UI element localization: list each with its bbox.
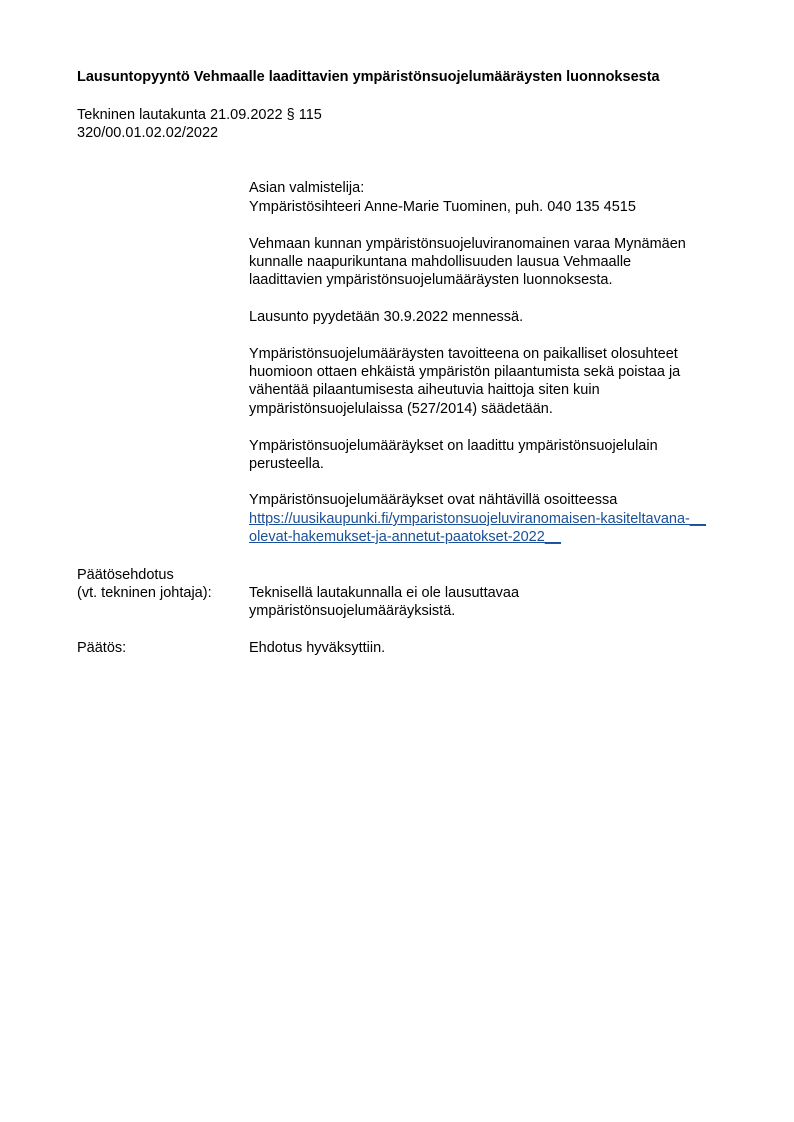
paragraph-4-line-2: perusteella. [249, 456, 324, 472]
preparer-name: Ympäristösihteeri Anne-Marie Tuominen, puh. 040 135 4515 [249, 199, 636, 215]
paragraph-1-line-2: kunnalle naapurikuntana mahdollisuuden lausua Vehmaalle [249, 254, 632, 270]
document-link-part-1[interactable]: https://uusikaupunki.fi/ymparistonsuojeluviranomaisen-kasiteltavana-__ [249, 511, 706, 527]
paragraph-3-line-3: vähentää pilaantumisesta aiheutuvia haittoja siten kuin [249, 382, 600, 398]
paragraph-3-line-4: ympäristönsuojelulaissa (527/2014) säädetään. [249, 401, 553, 417]
document-link-part-2[interactable]: olevat-hakemukset-ja-annetut-paatokset-2022__ [249, 529, 561, 545]
paragraph-3-line-1: Ympäristönsuojelumääräysten tavoitteena on paikalliset olosuhteet [249, 346, 678, 362]
document-title: Lausuntopyyntö Vehmaalle laadittavien ympäristönsuojelumääräysten luonnoksesta [77, 69, 660, 85]
paragraph-4-line-1: Ympäristönsuojelumääräykset on laadittu ympäristönsuojelulain [249, 438, 658, 454]
decision-label: Päätös: [77, 640, 127, 656]
paragraph-2-line-1: Lausunto pyydetään 30.9.2022 mennessä. [249, 309, 524, 325]
paragraph-1-line-1: Vehmaan kunnan ympäristönsuojeluviranomainen varaa Mynämäen [249, 236, 686, 252]
meeting-info: Tekninen lautakunta 21.09.2022 § 115 [77, 107, 322, 123]
paragraph-3-line-2: huomioon ottaen ehkäistä ympäristön pilaantumista sekä poistaa ja [249, 364, 681, 380]
preparer-label: Asian valmistelija: [249, 180, 365, 196]
case-number: 320/00.01.02.02/2022 [77, 125, 219, 141]
link-line-1[interactable] [249, 510, 706, 528]
proposal-sublabel: (vt. tekninen johtaja): [77, 585, 212, 601]
proposal-label: Päätösehdotus [77, 567, 174, 583]
proposal-text-line-1: Teknisellä lautakunnalla ei ole lausuttavaa [249, 585, 520, 601]
link-line-2[interactable] [249, 528, 561, 546]
paragraph-5-line-1: Ympäristönsuojelumääräykset ovat nähtävillä osoitteessa [249, 492, 618, 508]
proposal-text-line-2: ympäristönsuojelumääräyksistä. [249, 603, 456, 619]
paragraph-1-line-3: laadittavien ympäristönsuojelumääräysten luonnoksesta. [249, 272, 613, 288]
decision-text: Ehdotus hyväksyttiin. [249, 640, 386, 656]
